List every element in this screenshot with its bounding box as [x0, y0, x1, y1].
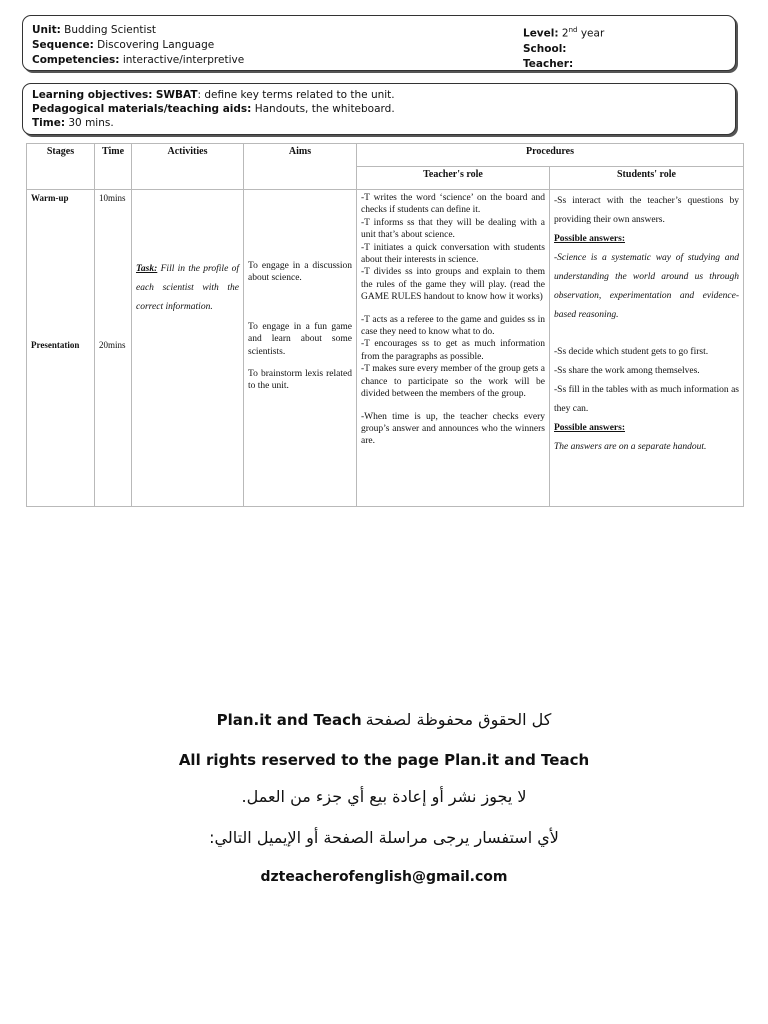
unit-label: Unit:: [32, 24, 61, 36]
teacher-line: [523, 57, 604, 72]
activity-task: [136, 260, 239, 317]
aims-cell: [244, 190, 357, 507]
level-suffix: year: [580, 27, 605, 40]
time-cell: [95, 190, 132, 507]
materials-line: [32, 102, 395, 116]
student-interact: -Ss interact with the teacher’s questions by providing their own answers.: [554, 196, 739, 225]
level-label: Level:: [523, 27, 559, 40]
activities-cell: [132, 190, 244, 507]
competencies-label: Competencies:: [32, 54, 120, 66]
objectives-box: [22, 83, 736, 135]
teacher-step: -T writes the word ‘science’ on the board and checks if students can define it.: [361, 193, 545, 216]
unit-value: Budding Scientist: [64, 24, 157, 36]
materials-label: Pedagogical materials/teaching aids:: [32, 103, 252, 115]
student-fill: -Ss fill in the tables with as much information as they can.: [554, 385, 739, 414]
header-right-column: [523, 23, 604, 71]
task-label: Task:: [136, 264, 158, 274]
teacher-step: -When time is up, the teacher checks every group’s answer and announces who the winners are.: [361, 411, 545, 447]
footer-brand: Plan.it and Teach: [216, 711, 362, 729]
header-procedures: Procedures: [357, 144, 744, 167]
header-time: Time: [95, 144, 132, 190]
sequence-line: [32, 38, 244, 53]
footer-arabic-rights: كل الحقوق محفوظة لصفحة: [365, 710, 552, 729]
objectives-content: [32, 88, 395, 130]
time-warmup: 10mins: [99, 193, 126, 203]
teacher-step: -T acts as a referee to the game and guides ss in case they need to know what to do.: [361, 314, 545, 338]
teacher-label: Teacher:: [523, 57, 574, 70]
task-text: Fill in the profile of each scientist with the correct information.: [136, 264, 239, 312]
time-presentation: 20mins: [99, 340, 126, 351]
sequence-label: Sequence:: [32, 39, 94, 51]
learning-objectives-label: Learning objectives:: [32, 89, 153, 101]
stage-warmup: Warm-up: [31, 193, 69, 203]
school-label: School:: [523, 42, 567, 55]
level-sup: nd: [568, 26, 578, 34]
footer-arabic-contact: لأي استفسار يرجى مراسلة الصفحة أو الإيميل التالي:: [209, 828, 559, 847]
header-left-column: [32, 23, 244, 68]
teacher-step: -T makes sure every member of the group gets a chance to participate so the work will be divided between the members of the group.: [361, 364, 545, 400]
teacher-step: -T initiates a quick conversation with students about their interests in science.: [361, 242, 545, 266]
students-role-cell: [550, 190, 744, 507]
lesson-plan-table: [26, 143, 744, 507]
time-value: 30 mins.: [68, 117, 114, 129]
header-stages: Stages: [27, 144, 95, 190]
student-share: -Ss share the work among themselves.: [554, 366, 700, 376]
footer-arabic-no-copy: لا يجوز نشر أو إعادة بيع أي جزء من العمل.: [241, 787, 527, 806]
time-line: [32, 116, 395, 130]
competencies-line: [32, 53, 244, 68]
science-definition: -Science is a systematic way of studying and understanding the world around us through observation, experimentation and evidence-based reasoning.: [554, 253, 739, 320]
header-students-role: Students' role: [550, 167, 744, 190]
header-activities: Activities: [132, 144, 244, 190]
aim-item: To engage in a fun game and learn about some scientists.: [248, 321, 352, 357]
sequence-value: Discovering Language: [97, 39, 215, 51]
level-line: [523, 23, 604, 42]
aim-item: To brainstorm lexis related to the unit.: [248, 369, 352, 392]
competencies-value: interactive/interpretive: [122, 54, 245, 66]
learning-objectives-line: [32, 88, 395, 102]
header-aims: Aims: [244, 144, 357, 190]
possible-answers-label-2: Possible answers:: [554, 423, 625, 433]
unit-line: [32, 23, 244, 38]
learning-objectives-value: : define key terms related to the unit.: [197, 89, 395, 101]
aim-item: To engage in a discussion about science.: [248, 261, 352, 284]
teacher-step: -T encourages ss to get as much information from the paragraphs as possible.: [361, 339, 545, 362]
header-teacher-role: Teacher's role: [357, 167, 550, 190]
teacher-role-cell: [357, 190, 550, 507]
table-header-row: [27, 144, 744, 167]
materials-value: Handouts, the whiteboard.: [254, 103, 395, 115]
lesson-header-box: [22, 15, 736, 71]
school-line: [523, 42, 604, 57]
footer-email: dzteacherofenglish@gmail.com: [260, 869, 508, 885]
separate-handout-note: The answers are on a separate handout.: [554, 442, 707, 452]
time-label: Time:: [32, 117, 66, 129]
teacher-step: -T informs ss that they will be dealing with a unit that’s about science.: [361, 217, 545, 241]
footer-english-rights: All rights reserved to the page Plan.it and Teach: [178, 751, 590, 769]
level-value: 2: [561, 27, 569, 40]
stages-cell: [27, 190, 95, 507]
stage-presentation: Presentation: [31, 340, 80, 351]
footer-rights-arabic-line: [0, 710, 768, 730]
table-body-row: [27, 190, 744, 507]
possible-answers-label: Possible answers:: [554, 234, 625, 244]
teacher-step: -T divides ss into groups and explain to them the rules of the game they will play. (read the GAME RULES handout to know how it works): [361, 267, 545, 303]
swbat-label: SWBAT: [155, 89, 198, 101]
student-decide: -Ss decide which student gets to go first.: [554, 347, 709, 357]
